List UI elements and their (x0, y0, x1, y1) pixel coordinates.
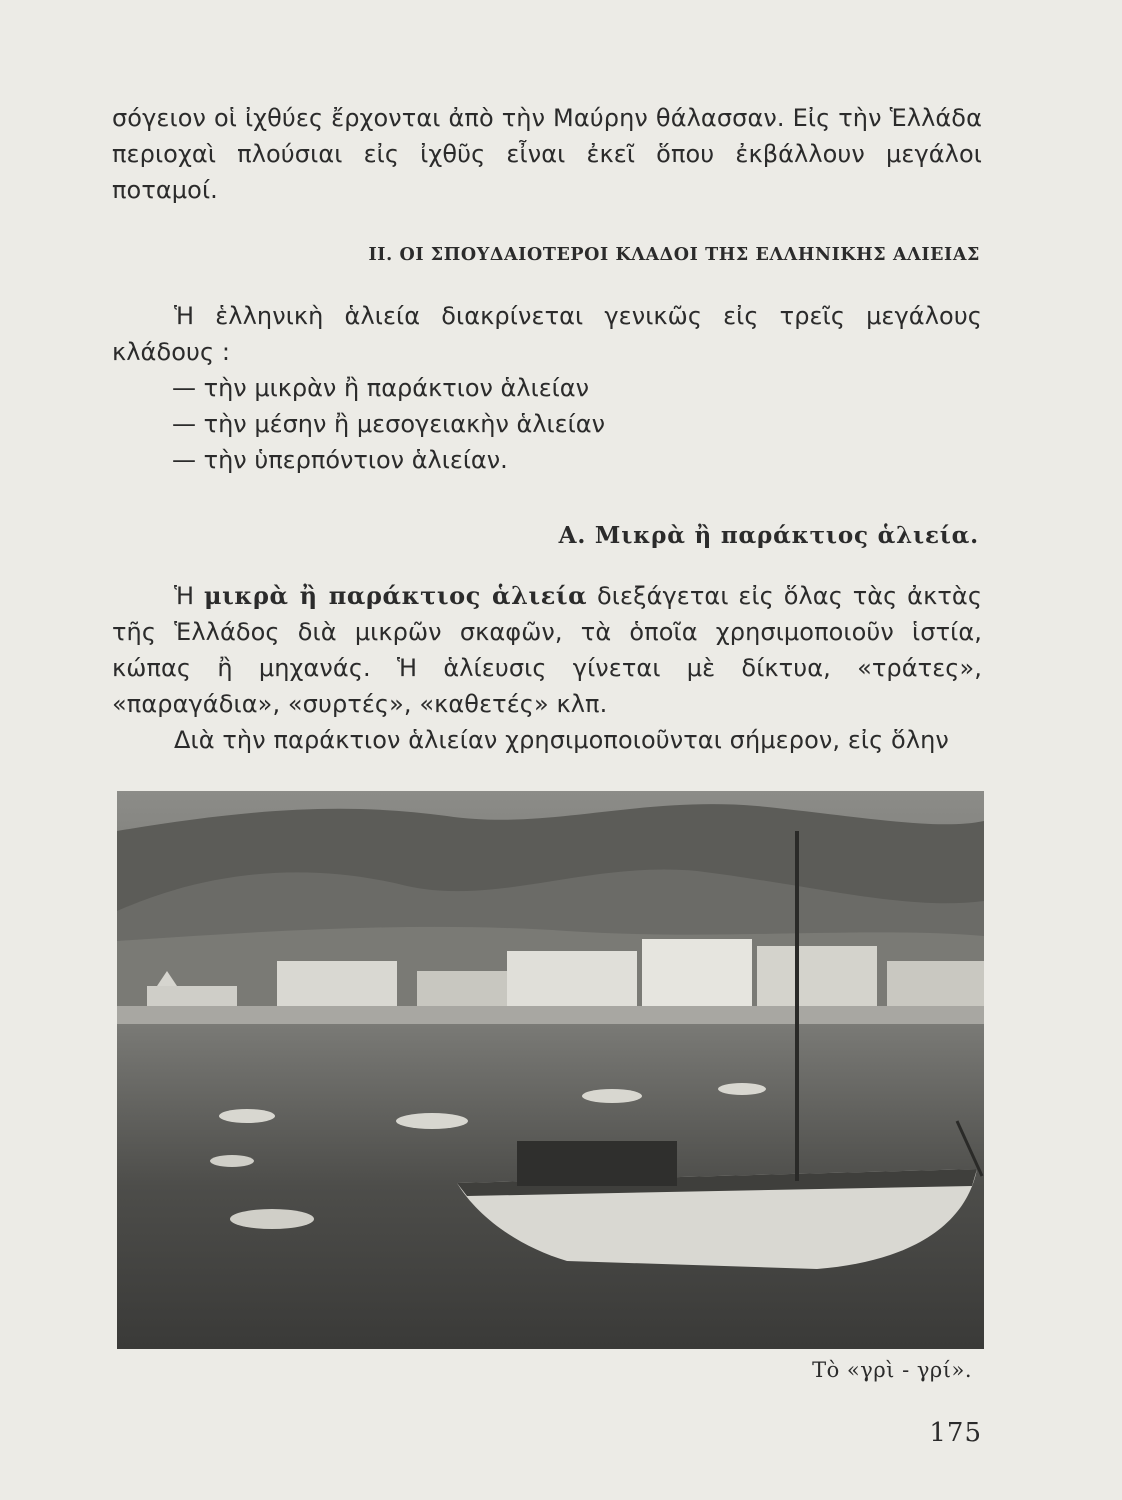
branch-list-item: — τὴν μικρὰν ἢ παράκτιον ἁλιείαν (172, 374, 590, 402)
coastal-last-paragraph: Διὰ τὴν παράκτιον ἁλιείαν χρησιμοποιοῦνται σήμερον, εἰς ὅλην (174, 726, 949, 754)
coastal-prefix: Ἡ (174, 582, 204, 610)
coastal-fishing-block (112, 578, 982, 758)
branch-list-item: — τὴν ὑπερπόντιον ἁλιείαν. (172, 446, 508, 474)
intro-paragraph: σόγειον οἱ ἰχθύες ἔρχονται ἀπὸ τὴν Μαύρην θάλασσαν. Εἰς τὴν Ἑλλάδα περιοχαὶ πλούσιαι εἰς ἰχθῦς εἶναι ἐκεῖ ὅπου ἐκβάλλουν μεγάλοι ποταμοί. (112, 104, 982, 204)
section-title: II. ΟΙ ΣΠΟΥΔΑΙΟΤΕΡΟΙ ΚΛΑΔΟΙ ΤΗΣ ΕΛΛΗΝΙΚΗΣ ΑΛΙΕΙΑΣ (368, 245, 980, 265)
photo-caption: Τὸ «γρὶ - γρί». (812, 1358, 972, 1382)
harbor-photo (117, 791, 984, 1349)
branch-list-item: — τὴν μέσην ἢ μεσογειακὴν ἁλιείαν (172, 410, 605, 438)
coastal-emphasis: μικρὰ ἢ παράκτιος ἁλιεία (203, 581, 588, 610)
branches-intro-paragraph: Ἡ ἑλληνικὴ ἁλιεία διακρίνεται γενικῶς εἰς τρεῖς μεγάλους κλάδους : (112, 302, 982, 366)
intro-paragraph-block (112, 100, 982, 208)
subsection-title: Α. Μικρὰ ἢ παράκτιος ἁλιεία. (558, 522, 979, 549)
page-number: 175 (929, 1418, 982, 1448)
branches-block (112, 298, 982, 478)
coastal-rest: διεξάγεται εἰς ὅλας τὰς ἀκτὰς τῆς Ἑλλάδος διὰ μικρῶν σκαφῶν, τὰ ὁποῖα χρησιμοποιοῦν ἱστία, κώπας ἢ μηχανάς. Ἡ ἁλίευσις γίνεται μὲ δίκτυα, «τράτες», «παραγάδια», «συρτές», «καθετές» κλπ. (112, 582, 983, 718)
coastal-fishing-paragraph (112, 578, 982, 722)
